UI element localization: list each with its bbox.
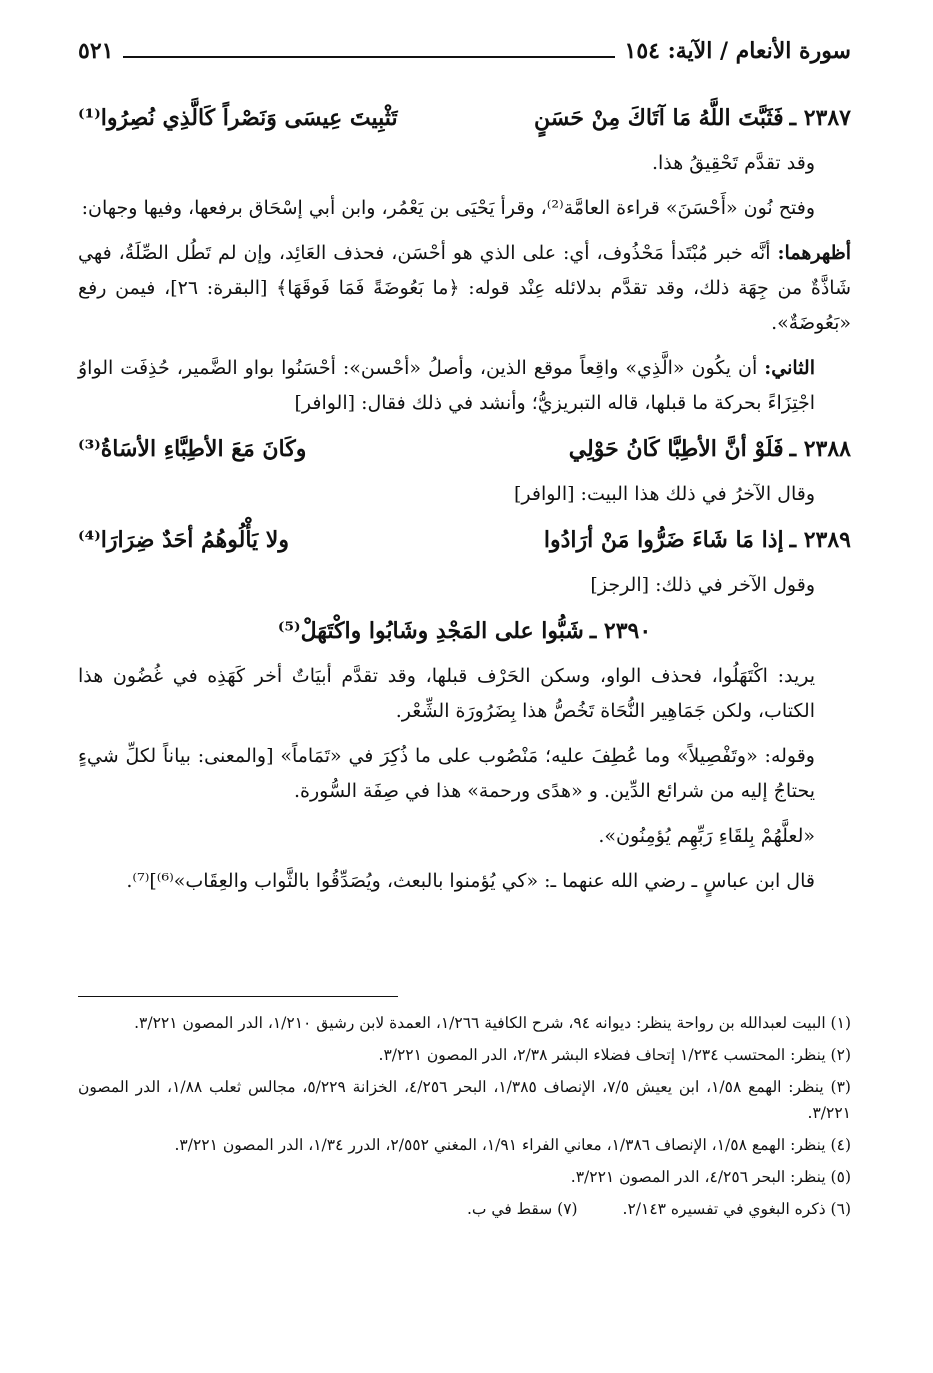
footnote: (٣) ينظر: الهمع ١/٥٨، ابن يعيش ٧/٥، الإنصاف ١/٣٨٥، البحر ٤/٢٥٦، الخزانة ٥/٢٢٩، مجالس ثعلب ١/٨٨، الدر المصون ٣/٢٢١. [78, 1078, 851, 1122]
verse-number: ٢٣٨٧ ـ [789, 105, 851, 131]
paragraph: يريد: اكْتَهَلُوا، فحذف الواو، وسكن الحَرْف قبلها، وقد تقدَّم أبيَاتٌ أخر كَهَذِه في غُضُون هذا الكتاب، ولكن جَمَاهِير النُّحَاة تَخُصُّ هذا بِضَرُورَة الشِّعْر. [78, 665, 815, 722]
footnotes [78, 1010, 851, 1228]
verse-hemistich-1: شَبُّوا على المَجْدِ وشَابُوا واكْتَهَلْ⁽⁵⁾ [277, 618, 584, 644]
running-header [78, 30, 851, 64]
footnote: (٢) ينظر: المحتسب ١/٢٣٤ إتحاف فضلاء البشر ٢/٣٨، الدر المصون ٣/٢٢١. [378, 1046, 851, 1064]
footnote: (٤) ينظر: الهمع ١/٥٨، الإنصاف ١/٣٨٦، معاني الفراء ١/٩١، المغني ٢/٥٥٢، الدرر ١/٣٤، الدر المصون ٣/٢٢١. [174, 1136, 851, 1154]
paragraph-text: أنَّه خبر مُبْتَدأ مَحْذُوف، أي: على الذي هو أحْسَن، فحذف العَائِد، وإن لم تَطُل الصِّلَةُ، فهي شَاذَّةٌ من جِهَة ذلك، وقد تقدَّم بدلائله عِنْد قوله: ﴿ما بَعُوضَةً فَمَا فَوقَهَا﴾ [البقرة: ٢٦]، فيمن رفع «بَعُوضَةٌ». [78, 242, 851, 334]
verse-hemistich-2: تَثْبِيتَ عِيسَى وَنَصْراً كَالَّذِي نُصِرُوا⁽¹⁾ [78, 105, 398, 131]
paragraph: «لعلَّهُمْ بِلقَاءِ رَبِّهِم يُؤمِنُون». [598, 825, 815, 847]
paragraph: وفتح نُون «أَحْسَنَ» قراءة العامَّة⁽²⁾، وقرأ يَحْيَى بن يَعْمُر، وابن أبي إسْحَاق برفعها، وفيها وجهان: [81, 197, 815, 219]
footnote: (١) البيت لعبدالله بن رواحة ينظر: ديوانه ٩٤، شرح الكافية ١/٢٦٦، العمدة لابن رشيق ١/٢١٠، الدر المصون ٣/٢٢١. [134, 1014, 851, 1032]
verse-number: ٢٣٨٨ ـ [789, 436, 851, 462]
paragraph-text: أن يكُون «الَّذِي» واقِعاً موقع الذين، وأصلُ «أحْسن»: أحْسَنُوا بواو الضَّمير، حُذِفَت الواوُ اجْتِزَاءً بحركة ما قبلها، قاله التبريزيُّ؛ وأنشد في ذلك فقال: [الوافر] [78, 357, 815, 414]
footnote: (٥) ينظر: البحر ٤/٢٥٦، الدر المصون ٣/٢٢١. [570, 1168, 851, 1186]
verse-hemistich-1: إذا مَا شَاءَ ضَرُّوا مَنْ أرَادُوا [543, 527, 784, 553]
main-text [78, 100, 851, 909]
verse-hemistich-2: ولا يَأْلُوهُمُ أحَدٌ ضِرَارَا⁽⁴⁾ [78, 527, 289, 553]
verse-2390 [78, 613, 851, 649]
verse-2389 [78, 522, 851, 558]
footnote-pair [78, 1196, 851, 1222]
paragraph-label: أظهرهما: [777, 242, 851, 264]
verse-hemistich-2: وكَانَ مَعَ الأطِبَّاءِ الأسَاةُ⁽³⁾ [78, 436, 307, 462]
verse-2387 [78, 100, 851, 136]
header-rule [123, 56, 614, 58]
footnote: (٦) ذكره البغوي في تفسيره ٢/١٤٣. [622, 1200, 851, 1218]
paragraph: قال ابن عباسٍ ـ رضي الله عنهما ـ: «كي يُؤمنوا بالبعث، ويُصَدِّقُوا بالثَّواب والعِقَاب»⁽⁶⁾]⁽⁷⁾. [126, 870, 815, 892]
paragraph: وقد تقدَّم تَحْقِيقُ هذا. [651, 152, 815, 174]
page-number: ٥٢١ [78, 38, 114, 64]
verse-hemistich-1: فَلَوْ أنَّ الأطِبَّا كَانُ حَوْلِي [568, 436, 784, 462]
paragraph: وقوله: «وتَفْصِيلاً» وما عُطِفَ عليه؛ مَنْصُوب على ما ذُكِرَ في «تَمَاماً» [والمعنى: بياناً لكلِّ شيءٍ يحتاجُ إليه من شرائع الدِّين. و «هدًى ورحمة» هذا في صِفَة السُّورة. [78, 745, 815, 802]
surah-label: سورة الأنعام / الآية: ١٥٤ [624, 38, 851, 64]
footnote: (٧) سقط في ب. [466, 1200, 578, 1218]
paragraph [78, 351, 851, 421]
verse-number: ٢٣٩٠ ـ [589, 618, 652, 644]
verse-number: ٢٣٨٩ ـ [789, 527, 851, 553]
paragraph: وقول الآخر في ذلك: [الرجز] [590, 574, 815, 596]
footnote-separator [78, 996, 398, 997]
paragraph [78, 236, 851, 341]
paragraph-label: الثاني: [764, 357, 815, 379]
paragraph: وقال الآخرُ في ذلك هذا البيت: [الوافر] [513, 483, 815, 505]
verse-2388 [78, 431, 851, 467]
verse-hemistich-1: فَثَبَّتَ اللَّهُ مَا آتَاكَ مِنْ حَسَنٍ [533, 105, 784, 131]
